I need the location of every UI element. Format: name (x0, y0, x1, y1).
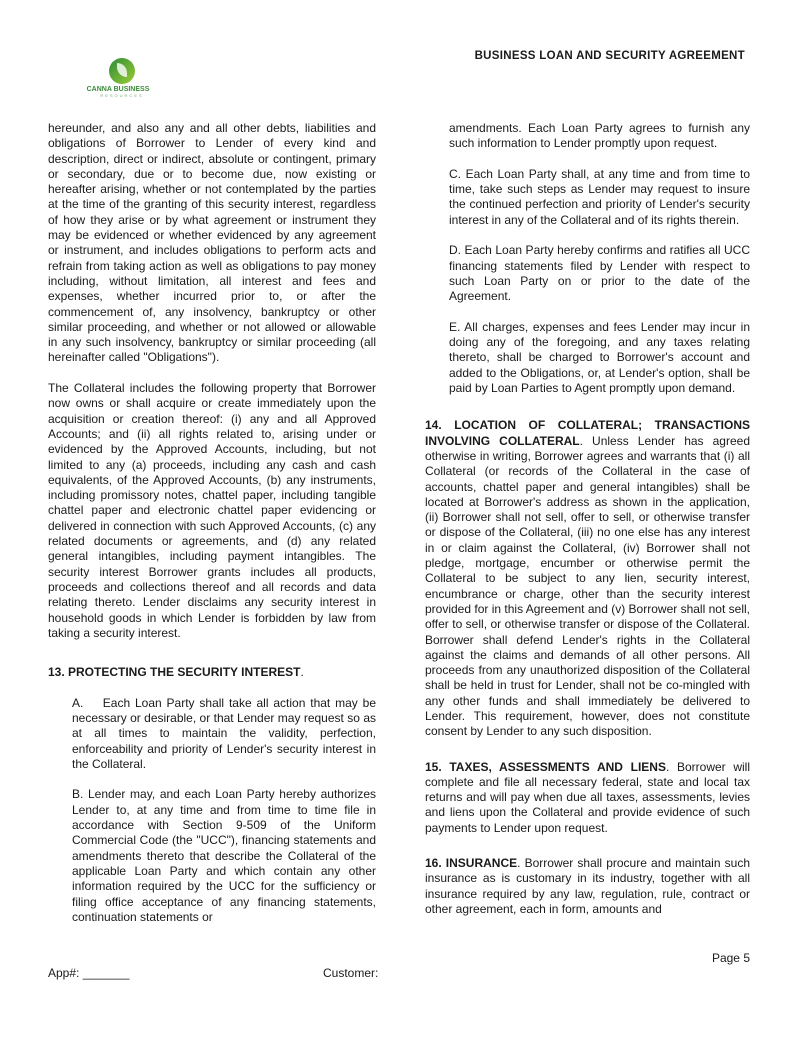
section-16-heading: 16. INSURANCE (425, 856, 518, 871)
right-column (425, 121, 750, 933)
heading-period: . (300, 665, 304, 680)
section-13-heading (48, 665, 376, 680)
section-14-body: . Unless Lender has agreed otherwise in writing, Borrower agrees and warrants that (i) all Collateral (or records of the Collateral in the case of accounts, chattel paper and general intangibles) shall be located at Borrower's address as shown in the application, (ii) Borrower shall not sell, offer to sell, or otherwise transfer or dispose of the Collateral, (iii) no one else has any interest in or claim against the Collateral, (iv) Borrower shall not pledge, mortgage, encumber or otherwise permit the Collateral to be subject to any lien, security interest, encumbrance or charge, other than the security interest provided for in this Agreement and (v) Borrower shall not sell, offer to sell, or otherwise transfer or dispose of the Collateral. Borrower shall defend Lender's rights in the Collateral against the claims and demands of all other persons. All proceeds from any unauthorized disposition of the Collateral shall be held in trust for Lender, shall not be co-mingled with any other funds and shall immediately be delivered to Lender. This requirement, however, does not constitute consent by Lender to any such disposition. (425, 433, 750, 739)
document-title: BUSINESS LOAN AND SECURITY AGREEMENT (474, 50, 745, 62)
section-13-d: D. Each Loan Party hereby confirms and ratifies all UCC financing statements filed by Lender with respect to such Loan Party on or prior to the date of the Agreement. (449, 243, 750, 304)
section-16 (425, 856, 750, 917)
collateral-paragraph: The Collateral includes the following property that Borrower now owns or shall acquire or create immediately upon the acquisition or creation thereof: (i) any and all Approved Accounts; and (ii) all rights related to, arising under or evidenced by the Approved Accounts, including, but not limited to any (a) proceeds, including any cash and cash equivalents, of the Approved Accounts, (b) any instruments, including promissory notes, chattel paper, including tangible chattel paper and electronic chattel paper evidencing or delivered in connection with such Approved Accounts, (c) any related documents or agreements, and (d) any related general intangibles, including payment intangibles. The security interest Borrower grants includes all products, proceeds and collections thereof and all records and data relating thereto. Lender disclaims any security interest in household goods in which Lender is forbidden by law from taking a security interest. (48, 381, 376, 640)
section-15-body: . Borrower will complete and file all necessary federal, state and local tax returns and will pay when due all taxes, assessments, levies and liens upon the Collateral and provide evidence of such payments to Lender upon request. (425, 759, 750, 835)
section-13-e: E. All charges, expenses and fees Lender may incur in doing any of the foregoing, and any taxes relating thereto, shall be charged to Borrower's account and added to the Obligations, or, at Lender's option, shall be paid by Loan Parties to Agent promptly upon demand. (449, 319, 750, 396)
section-13-c: C. Each Loan Party shall, at any time and from time to time, take such steps as Lender may request to insure the continued perfection and priority of Lender's security interest in any of the Collateral and of its rights therein. (449, 166, 750, 227)
section-15 (425, 760, 750, 836)
left-column (48, 121, 380, 940)
section-13-title: 13. PROTECTING THE SECURITY INTEREST (48, 665, 301, 680)
logo-text: CANNA BUSINESS (86, 86, 150, 93)
section-14 (425, 418, 750, 739)
customer-label: Customer: (323, 966, 379, 980)
section-16-body: . Borrower shall procure and maintain such insurance as is customary in its industry, together with all insurance required by any law, regulation, rule, contract or other agreement, each in form, amounts and (425, 856, 750, 916)
section-13-a: A. Each Loan Party shall take all action that may be necessary or desirable, or that Lender may request so as at all times to maintain the validity, perfection, enforceability and priority of Lender's security interest in the Collateral. (72, 695, 380, 771)
leaf-logo-icon (109, 58, 135, 84)
section-13-b: B. Lender may, and each Loan Party hereby authorizes Lender to, at any time and from time to time file in accordance with Section 9-509 of the Uniform Commercial Code (the "UCC"), financing statements and amendments thereto that describe the Collateral of the applicable Loan Party and which contain any other information required by the UCC for the sufficiency or filing office acceptance of any financing statements, continuation statements or (72, 787, 376, 924)
section-14-heading: 14. LOCATION OF COLLATERAL; TRANSACTIONS INVOLVING COLLATERAL (425, 418, 750, 448)
section-13-b-continued: amendments. Each Loan Party agrees to furnish any such information to Lender promptly upon request. (449, 121, 750, 151)
page-number: Page 5 (711, 951, 750, 965)
logo-subtext: RESOURCES (100, 93, 144, 98)
section-15-heading: 15. TAXES, ASSESSMENTS AND LIENS (425, 759, 666, 774)
company-logo (86, 58, 152, 98)
app-number-field: App#: _______ (48, 966, 130, 980)
obligations-paragraph: hereunder, and also any and all other debts, liabilities and obligations of Borrower to Lender of every kind and description, direct or indirect, absolute or contingent, primary or secondary, due or to become due, now existing or hereafter arising, whether or not contemplated by the parties at the time of the granting of this security interest, regardless of how they arise or by what agreement or instrument they may be evidenced or whether evidenced by any agreement or instrument, and includes obligations to perform acts and refrain from taking action as well as obligations to pay money including, without limitation, all interest and fees and expenses, whether incurred prior to, or after the commencement of, any insolvency, bankruptcy or other similar proceeding, and whether or not allowed or allowable in any such insolvency, bankruptcy or similar proceeding (all hereinafter called "Obligations"). (48, 121, 376, 365)
